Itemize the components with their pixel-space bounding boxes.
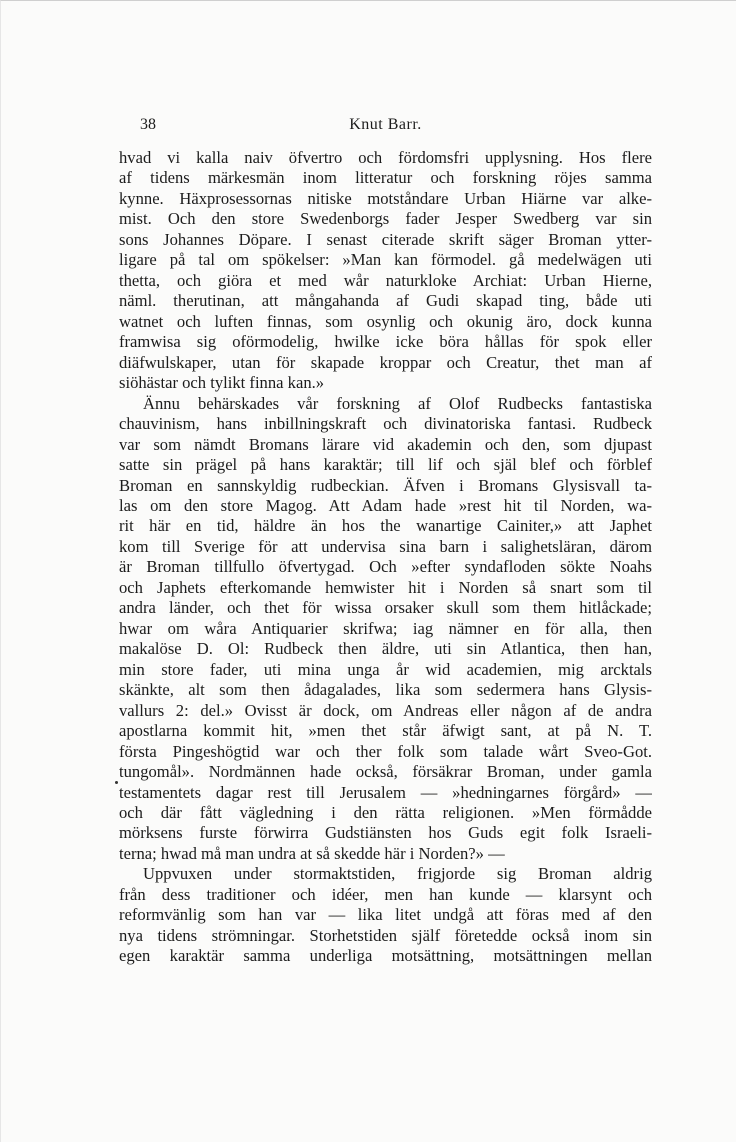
text-line: rit här en tid, häldre än hos the wanartige Cainiter,» att Japhet	[119, 516, 652, 536]
text-line: Broman en sannskyldig rudbeckian. Äfven i Bromans Glysisvall ta-	[119, 475, 652, 495]
text-line: och där fått vägledning i den rätta religionen. »Men förmådde	[119, 803, 652, 822]
text-line: sons Johannes Döpare. I senast citerade skrift säger Broman ytter-	[119, 229, 652, 249]
text-line: vallurs 2: del.» Ovisst är dock, om Andreas eller någon af de andra	[119, 700, 652, 720]
text-line: terna; hwad må man undra at så skedde här i Norden?» —	[119, 843, 505, 863]
body-text	[119, 148, 652, 967]
text-line: makalöse D. Ol: Rudbeck then äldre, uti sin Atlantica, then han,	[119, 639, 652, 659]
text-line: skänkte, alt som then ådagalades, lika som sedermera hans Glysis-	[119, 680, 652, 700]
paragraph-start-line: Uppvuxen under stormaktstiden, frigjorde sig Broman aldrig	[143, 864, 652, 884]
text-line: första Pingeshögtid war och ther folk som talade wårt Sveo-Got.	[119, 741, 652, 761]
text-line: mist. Och den store Swedenborgs fader Jesper Swedberg var sin	[119, 209, 652, 229]
text-line: thetta, och giöra et med wår naturkloke Archiat: Urban Hierne,	[119, 270, 652, 290]
text-line: framwisa sig oförmodelig, hwilke icke böra hållas för spok eller	[119, 332, 652, 352]
page-number: 38	[140, 116, 156, 133]
running-head: Knut Barr.	[349, 116, 422, 133]
text-line: nya tidens strömningar. Storhetstiden själf företedde också inom sin	[119, 925, 652, 945]
text-line: egen karaktär samma underliga motsättning, motsättningen mellan	[119, 946, 652, 966]
text-line: kynne. Häxprosessornas nitiske motståndare Urban Hiärne var alke-	[119, 188, 652, 208]
text-line: las om den store Magog. Att Adam hade »rest hit til Norden, wa-	[119, 495, 652, 515]
text-line: kom till Sverige för att undervisa sina barn i salighetsläran, därom	[119, 536, 652, 556]
text-line: näml. therutinan, att mångahanda af Gudi skapad ting, både uti	[119, 291, 652, 311]
text-line: hwar om wåra Antiquarier skrifwa; iag nämner en för alla, then	[119, 618, 652, 638]
margin-mark	[115, 781, 118, 784]
page-header	[119, 116, 652, 138]
text-line: apostlarna kommit hit, »men thet står äfwigt sant, at på N. T.	[119, 721, 652, 741]
text-line: andra länder, och thet för wissa orsaker skull som them hitlåckade;	[119, 598, 652, 618]
text-line: ligare på tal om spökelser: »Man kan förmodel. gå medelwägen uti	[119, 250, 652, 270]
text-line: diäfwulskaper, utan för skapade kroppar och Creatur, thet man af	[119, 352, 652, 372]
text-line: satte sin prägel på hans karaktär; till lif och själ blef och förblef	[119, 455, 652, 475]
text-line: mörksens furste förwirra Gudstiänsten hos Guds egit folk Israeli-	[119, 823, 652, 843]
paragraph-start-line: Ännu behärskades vår forskning af Olof Rudbecks fantastiska	[143, 393, 652, 413]
text-line: tungomål». Nordmännen hade också, försäkrar Broman, under gamla	[119, 762, 652, 782]
text-line: hvad vi kalla naiv öfvertro och fördomsfri upplysning. Hos flere	[119, 148, 652, 167]
text-line: min store fader, uti mina unga år wid academien, mig arcktals	[119, 659, 652, 679]
text-line: reformvänlig som han var — lika litet undgå att föras med af den	[119, 905, 652, 925]
text-line: watnet och luften finnas, som osynlig och okunig äro, dock kunna	[119, 311, 652, 331]
text-line: siöhästar och tylikt finna kan.»	[119, 373, 325, 393]
text-line: af tidens märkesmän inom litteratur och forskning röjes samma	[119, 168, 652, 188]
text-line: är Broman tillfullo öfvertygad. Och »efter syndafloden sökte Noahs	[119, 557, 652, 577]
text-line: och Japhets efterkomande hemwister hit i Norden så snart som til	[119, 577, 652, 597]
text-line: från dess traditioner och idéer, men han kunde — klarsynt och	[119, 884, 652, 904]
text-line: testamentets dagar rest till Jerusalem — »hedningarnes förgård» —	[119, 782, 652, 802]
text-line: chauvinism, hans inbillningskraft och divinatoriska fantasi. Rudbeck	[119, 414, 652, 434]
text-line: var som nämdt Bromans lärare vid akademin och den, som djupast	[119, 434, 652, 454]
